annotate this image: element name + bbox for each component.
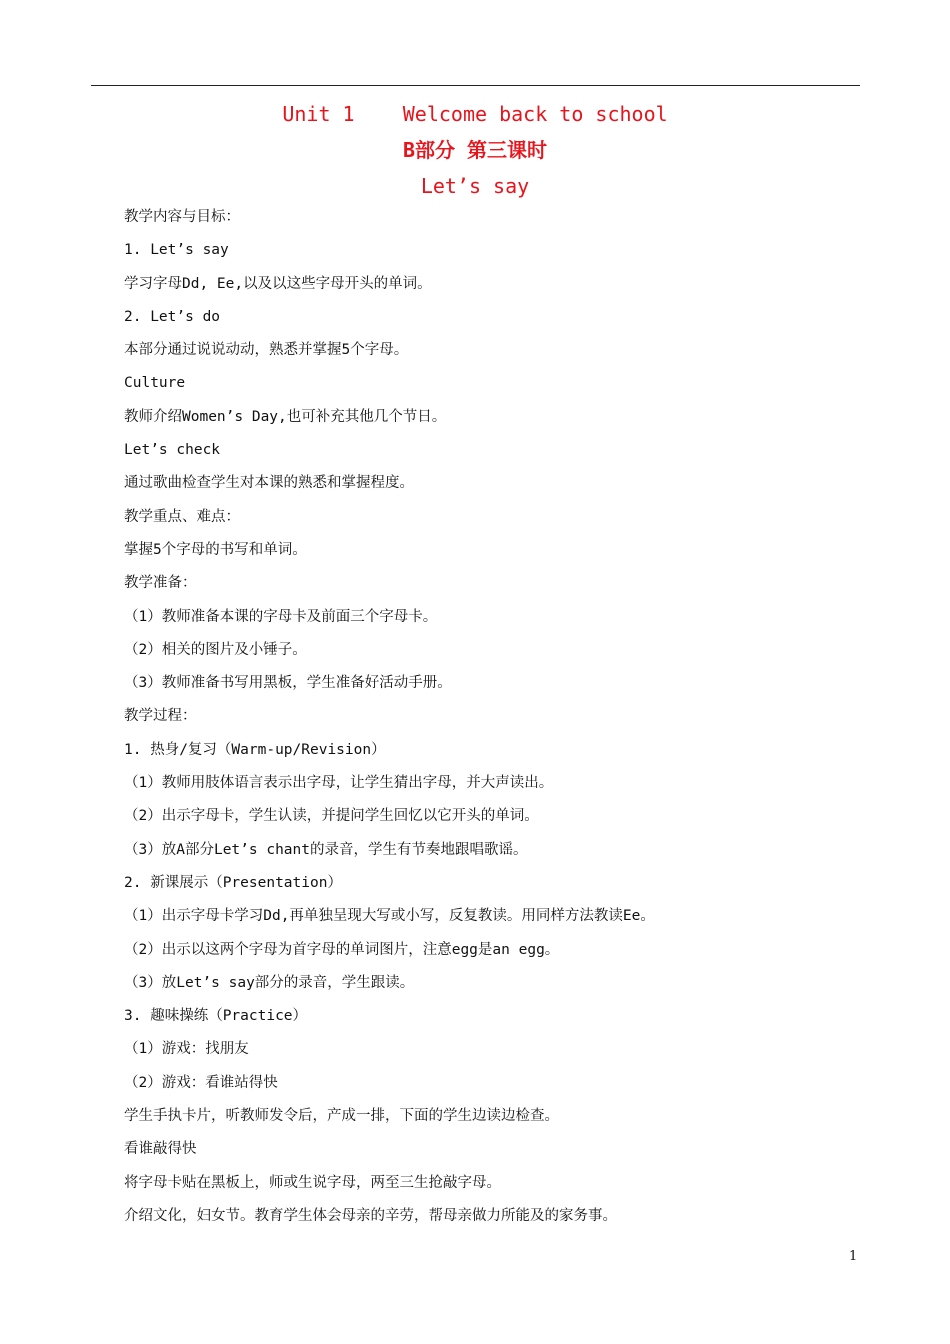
body-line: Let’s check xyxy=(124,442,221,459)
body-line: 2. Let’s do xyxy=(124,308,221,325)
body-line: 2. 新课展示（Presentation） xyxy=(124,874,342,891)
body-line: Culture xyxy=(124,375,186,392)
body-line: 3. 趣味操练（Practice） xyxy=(124,1008,308,1025)
lesson-body xyxy=(124,201,844,1233)
body-line: （1）教师准备本课的字母卡及前面三个字母卡。 xyxy=(124,608,438,625)
body-line: 学生手执卡片，听教师发令后，产成一排，下面的学生边读边检查。 xyxy=(124,1108,559,1125)
body-line: 将字母卡贴在黑板上，师或生说字母，两至三生抢敲字母。 xyxy=(124,1174,501,1191)
page-number: 1 xyxy=(849,1249,858,1264)
body-line: （3）放Let’s say部分的录音，学生跟读。 xyxy=(124,974,415,991)
body-line: （2）相关的图片及小锤子。 xyxy=(124,641,307,658)
body-line: 学习字母Dd, Ee,以及以这些字母开头的单词。 xyxy=(124,275,432,292)
heading-key-points: 教学重点、难点： xyxy=(124,508,240,525)
body-line: （3）教师准备书写用黑板，学生准备好活动手册。 xyxy=(124,675,452,692)
body-line: （2）出示以这两个字母为首字母的单词图片，注意egg是an egg。 xyxy=(124,941,560,958)
body-line: 本部分通过说说动动，熟悉并掌握5个字母。 xyxy=(124,342,409,359)
body-line: 1. 热身/复习（Warm-up/Revision） xyxy=(124,741,386,758)
body-line: 通过歌曲检查学生对本课的熟悉和掌握程度。 xyxy=(124,475,414,492)
body-line: （2）游戏：看谁站得快 xyxy=(124,1074,278,1091)
body-line: 看谁敲得快 xyxy=(124,1141,197,1158)
lesson-title xyxy=(0,96,950,204)
header-rule xyxy=(91,85,860,86)
body-line: 1. Let’s say xyxy=(124,242,229,259)
body-line: （1）教师用肢体语言表示出字母，让学生猜出字母，并大声读出。 xyxy=(124,775,554,792)
section-title: B部分 第三课时 xyxy=(402,138,548,162)
body-line: （3）放A部分Let’s chant的录音，学生有节奏地跟唱歌谣。 xyxy=(124,841,528,858)
lesson-subtitle: Let’s say xyxy=(420,174,530,198)
body-line: 教师介绍Women’s Day,也可补充其他几个节日。 xyxy=(124,408,447,425)
body-line: 介绍文化，妇女节。教育学生体会母亲的辛劳，帮母亲做力所能及的家务事。 xyxy=(124,1207,617,1224)
heading-preparation: 教学准备： xyxy=(124,575,197,592)
body-line: （1）游戏：找朋友 xyxy=(124,1041,249,1058)
body-line: （1）出示字母卡学习Dd,再单独呈现大写或小写，反复教读。用同样方法教读Ee。 xyxy=(124,908,655,925)
heading-procedure: 教学过程： xyxy=(124,708,197,725)
body-line: （2）出示字母卡，学生认读，并提问学生回忆以它开头的单词。 xyxy=(124,808,539,825)
body-line: 掌握5个字母的书写和单词。 xyxy=(124,541,307,558)
heading-content-goals: 教学内容与目标： xyxy=(124,209,240,225)
unit-title: Unit 1 Welcome back to school xyxy=(282,102,668,126)
